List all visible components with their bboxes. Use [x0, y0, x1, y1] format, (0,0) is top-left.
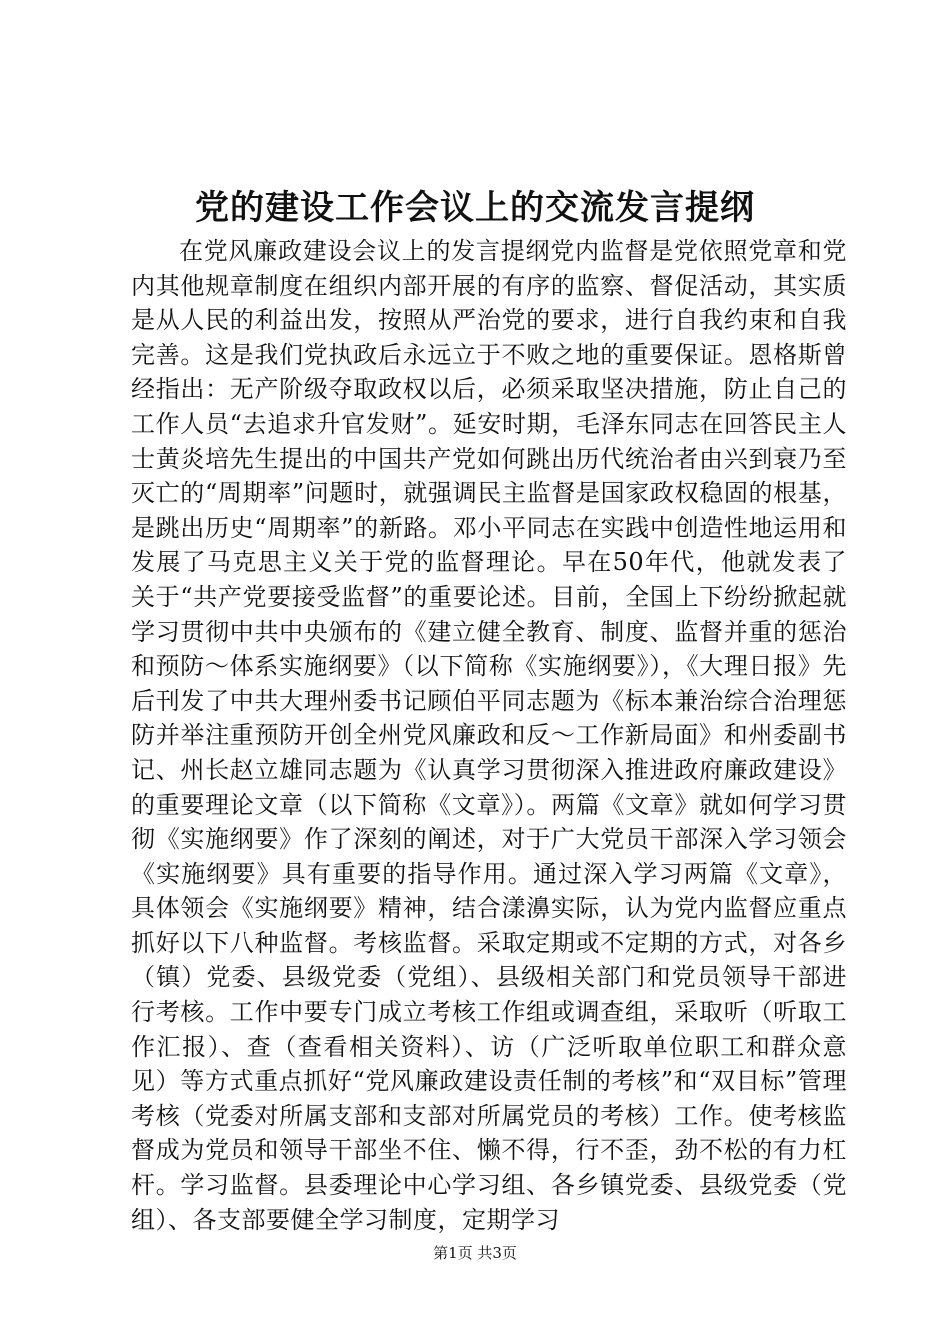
document-title: 党的建设工作会议上的交流发言提纲: [195, 188, 755, 228]
document-body-paragraph: 在党风廉政建设会议上的发言提纲党内监督是党依照党章和党内其他规章制度在组织内部开展的有序的监察、督促活动，其实质是从人民的利益出发，按照从严治党的要求，进行自我约束和自我完善。这是我们党执政后永远立于不败之地的重要保证。恩格斯曾经指出：无产阶级夺取政权以后，必须采取坚决措施，防止自己的工作人员“去追求升官发财”。延安时期，毛泽东同志在回答民主人士黄炎培先生提出的中国共产党如何跳出历代统治者由兴到衰乃至灭亡的“周期率”问题时，就强调民主监督是国家政权稳固的根基，是跳出历史“周期率”的新路。邓小平同志在实践中创造性地运用和发展了马克思主义关于党的监督理论。早在50年代，他就发表了关于“共产党要接受监督”的重要论述。目前，全国上下纷纷掀起就学习贯彻中共中央颁布的《建立健全教育、制度、监督并重的惩治和预防～体系实施纲要》（以下简称《实施纲要》），《大理日报》先后刊发了中共大理州委书记顾伯平同志题为《标本兼治综合治理惩防并举注重预防开创全州党风廉政和反～工作新局面》和州委副书记、州长赵立雄同志题为《认真学习贯彻深入推进政府廉政建设》的重要理论文章（以下简称《文章》）。两篇《文章》就如何学习贯彻《实施纲要》作了深刻的阐述，对于广大党员干部深入学习领会《实施纲要》具有重要的指导作用。通过深入学习两篇《文章》，具体领会《实施纲要》精神，结合漾濞实际，认为党内监督应重点抓好以下八种监督。考核监督。采取定期或不定期的方式，对各乡（镇）党委、县级党委（党组）、县级相关部门和党员领导干部进行考核。工作中要专门成立考核工作组或调查组，采取听（听取工作汇报）、查（查看相关资料）、访（广泛听取单位职工和群众意见）等方式重点抓好“党风廉政建设责任制的考核”和“双目标”管理考核（党委对所属支部和支部对所属党员的考核）工作。使考核监督成为党员和领导干部坐不住、懒不得，行不歪，劲不松的有力杠杆。学习监督。县委理论中心学习组、各乡镇党委、县级党委（党组）、各支部要健全学习制度，定期学习: [131, 237, 847, 1234]
page-footer: 第1页 共3页: [433, 1244, 517, 1262]
